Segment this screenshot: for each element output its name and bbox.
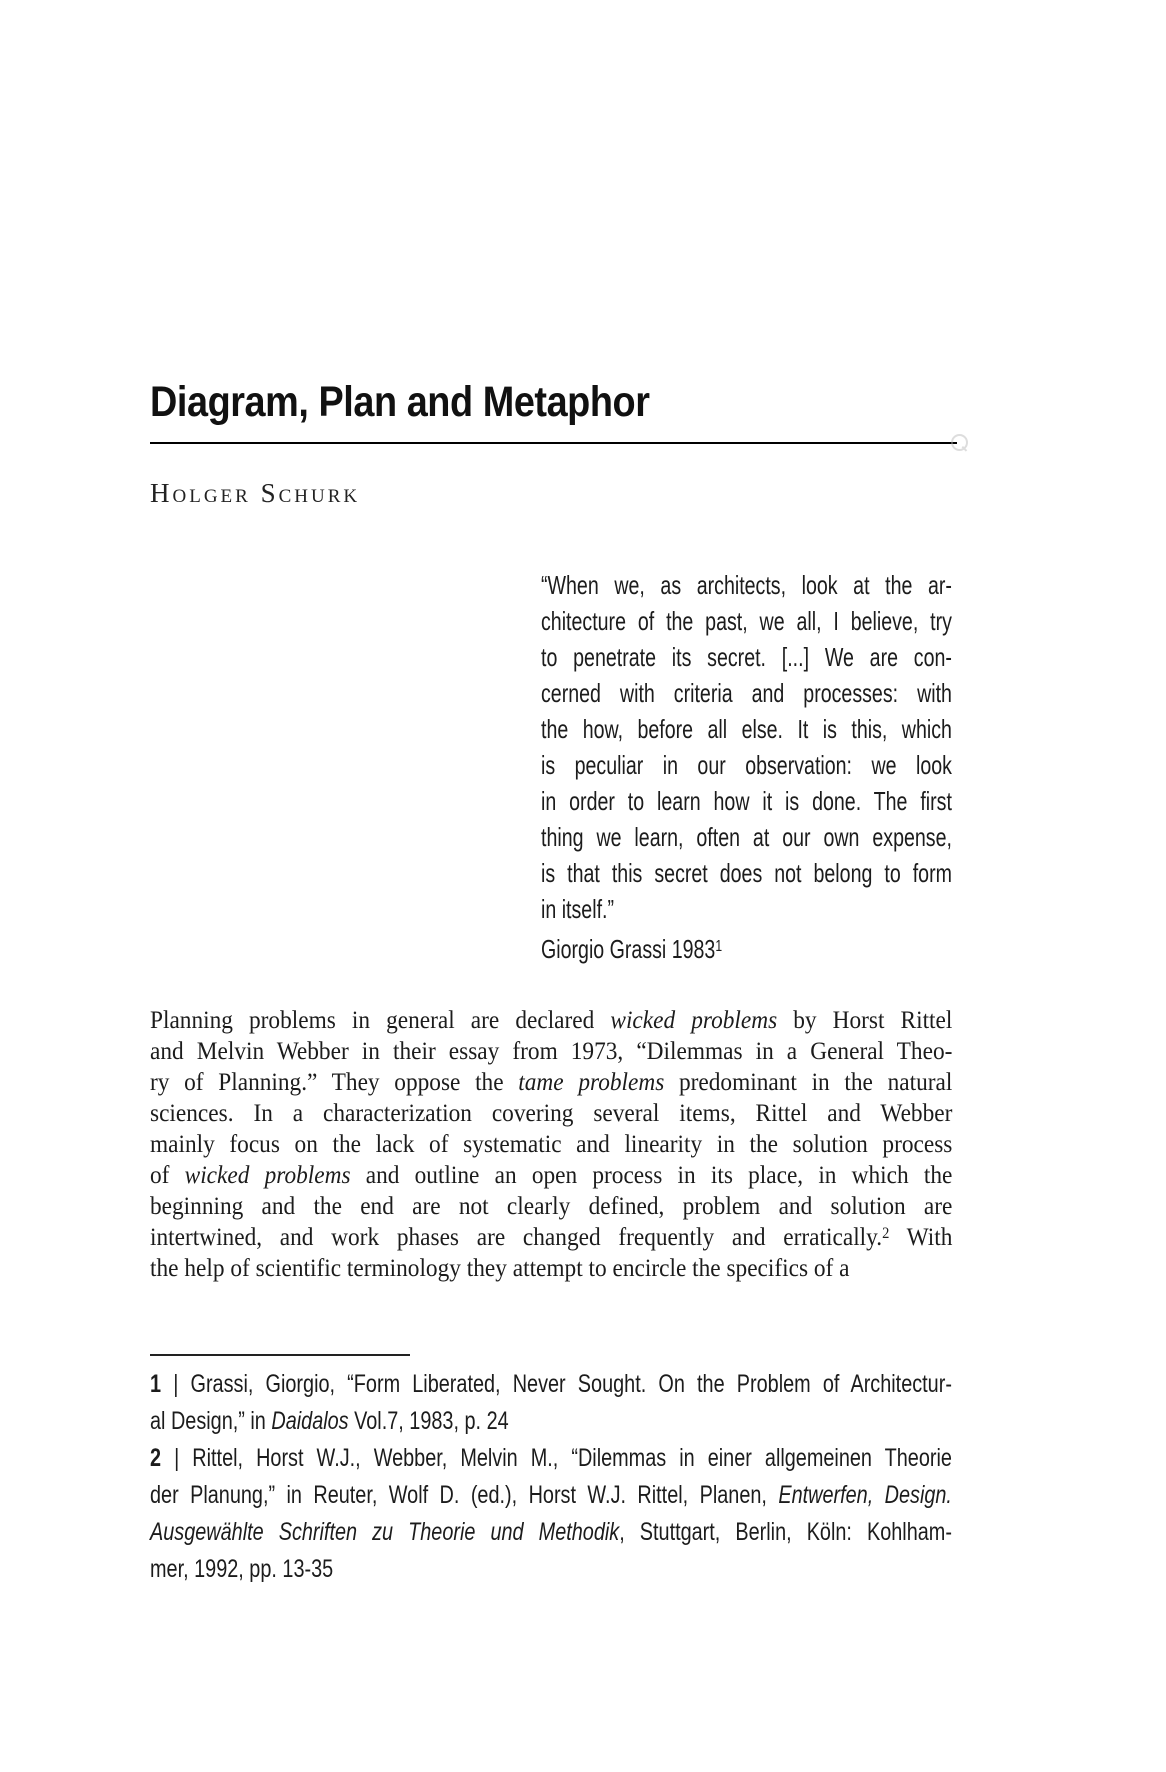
text-segment: Daidalos bbox=[271, 1407, 349, 1435]
text-segment: | Grassi, Giorgio, “Form Liberated, Never Sought. On the Problem of Architectur- bbox=[161, 1370, 952, 1398]
text-segment: | Rittel, Horst W.J., Webber, Melvin M., “Dilemmas in einer allgemeinen Theorie bbox=[161, 1444, 952, 1472]
text-segment: of bbox=[150, 1162, 185, 1189]
text-segment: Entwerfen, Design. bbox=[778, 1481, 952, 1509]
text-line bbox=[541, 931, 952, 967]
text-segment: in itself.” bbox=[541, 894, 614, 924]
text-line bbox=[541, 603, 952, 639]
text-segment: is that this secret does not belong to form bbox=[541, 858, 952, 888]
footnote-reference: 2 bbox=[882, 1225, 890, 1243]
footnote-2 bbox=[150, 1440, 952, 1588]
text-line bbox=[150, 1222, 952, 1253]
text-line bbox=[150, 1477, 952, 1514]
text-line bbox=[541, 855, 952, 891]
text-line bbox=[150, 1366, 952, 1403]
text-segment: tame problems bbox=[518, 1069, 665, 1096]
text-segment: mer, 1992, pp. 13-35 bbox=[150, 1555, 334, 1583]
text-segment: beginning and the end are not clearly defined, problem and solution are bbox=[150, 1193, 953, 1220]
text-line bbox=[541, 711, 952, 747]
text-segment: by Horst Rittel bbox=[777, 1007, 953, 1034]
text-line bbox=[150, 1005, 952, 1036]
text-segment: to penetrate its secret. [...] We are con- bbox=[541, 642, 952, 672]
text-segment: 1 bbox=[150, 1370, 162, 1398]
text-segment: al Design,” in bbox=[150, 1407, 272, 1435]
page-title: Diagram, Plan and Metaphor bbox=[150, 378, 650, 426]
text-segment: predominant in the natural bbox=[664, 1069, 953, 1096]
text-line bbox=[150, 1067, 952, 1098]
footnotes-block bbox=[150, 1366, 952, 1588]
text-segment: mainly focus on the lack of systematic and linearity in the solution process bbox=[150, 1131, 953, 1158]
text-line bbox=[150, 1036, 952, 1067]
text-segment: Planning problems in general are declared bbox=[150, 1007, 611, 1034]
body-paragraph bbox=[150, 1005, 952, 1284]
text-line bbox=[541, 819, 952, 855]
text-segment: and Melvin Webber in their essay from 1973, “Dilemmas in a General Theo- bbox=[150, 1038, 953, 1065]
text-segment: the help of scientific terminology they attempt to encircle the specifics of a bbox=[150, 1255, 850, 1282]
text-segment: in order to learn how it is done. The first bbox=[541, 786, 952, 816]
text-segment: cerned with criteria and processes: with bbox=[541, 678, 952, 708]
text-segment: Ausgewählte Schriften zu Theorie und Methodik bbox=[150, 1518, 620, 1546]
footnote-separator-rule bbox=[150, 1354, 410, 1356]
text-line bbox=[150, 1403, 952, 1440]
author-name: Holger Schurk bbox=[150, 478, 361, 508]
text-segment: der Planung,” in Reuter, Wolf D. (ed.), Horst W.J. Rittel, Planen, bbox=[150, 1481, 779, 1509]
text-segment: ry of Planning.” They oppose the bbox=[150, 1069, 519, 1096]
text-segment: chitecture of the past, we all, I believe, try bbox=[541, 606, 952, 636]
text-segment: wicked problems bbox=[610, 1007, 778, 1034]
text-line bbox=[541, 567, 952, 603]
text-segment: wicked problems bbox=[184, 1162, 351, 1189]
text-segment: intertwined, and work phases are changed frequently and erratically. bbox=[150, 1224, 883, 1251]
title-rule bbox=[150, 442, 957, 444]
footnote-reference: 1 bbox=[715, 936, 723, 955]
text-line bbox=[541, 783, 952, 819]
text-segment: Giorgio Grassi 1983 bbox=[541, 934, 716, 964]
epigraph-quote bbox=[541, 567, 952, 967]
text-line bbox=[150, 1440, 952, 1477]
text-segment: Vol.7, 1983, p. 24 bbox=[348, 1407, 509, 1435]
cursor-magnifier-icon bbox=[951, 434, 968, 451]
text-line bbox=[150, 1514, 952, 1551]
text-segment: is peculiar in our observation: we look bbox=[541, 750, 952, 780]
text-segment: the how, before all else. It is this, which bbox=[541, 714, 952, 744]
text-segment: sciences. In a characterization covering several items, Rittel and Webber bbox=[150, 1100, 953, 1127]
text-line bbox=[541, 891, 952, 927]
text-segment: thing we learn, often at our own expense, bbox=[541, 822, 952, 852]
footnote-1 bbox=[150, 1366, 952, 1440]
text-line bbox=[150, 1191, 952, 1222]
text-line bbox=[541, 675, 952, 711]
text-line bbox=[150, 1551, 952, 1588]
text-segment: , Stuttgart, Berlin, Köln: Kohlham- bbox=[619, 1518, 952, 1546]
text-line bbox=[150, 1098, 952, 1129]
quote-attribution bbox=[541, 931, 952, 967]
text-segment: and outline an open process in its place, in which the bbox=[350, 1162, 953, 1189]
text-line bbox=[150, 1129, 952, 1160]
text-line bbox=[541, 747, 952, 783]
text-segment: 2 bbox=[150, 1444, 162, 1472]
text-segment: “When we, as architects, look at the ar- bbox=[541, 570, 952, 600]
quote-text bbox=[541, 567, 952, 927]
text-segment: With bbox=[889, 1224, 953, 1251]
text-line bbox=[150, 1160, 952, 1191]
text-line bbox=[541, 639, 952, 675]
text-line bbox=[150, 1253, 952, 1284]
